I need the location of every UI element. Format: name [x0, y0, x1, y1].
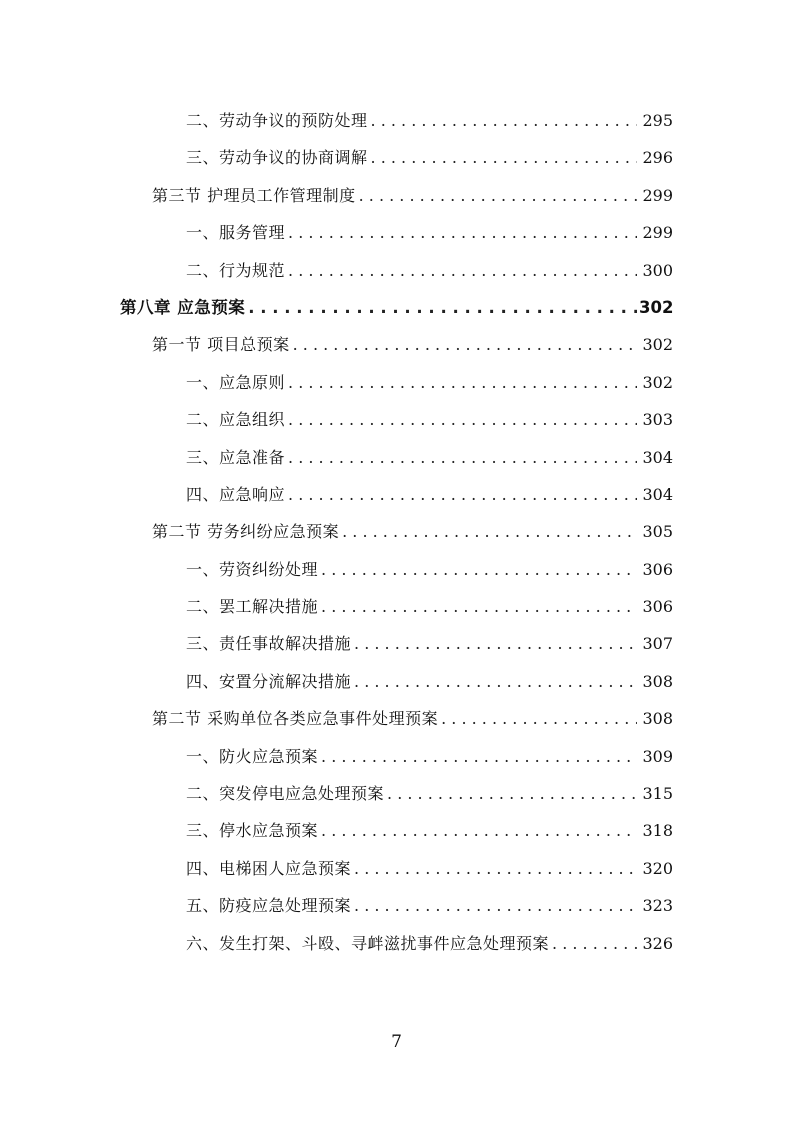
toc-entry-label: 二、罢工解决措施 — [186, 597, 319, 617]
toc-dot-leader — [321, 738, 637, 775]
toc-entry-page-number: 305 — [642, 522, 673, 542]
toc-entry-label: 四、安置分流解决措施 — [186, 671, 352, 691]
toc-entry-page-number: 315 — [642, 784, 673, 804]
toc-entry-page-number: 304 — [642, 447, 673, 467]
toc-entry-label: 一、服务管理 — [186, 223, 286, 243]
toc-subsection-entry[interactable] — [0, 588, 793, 625]
toc-dot-leader — [321, 588, 637, 625]
toc-dot-leader — [371, 139, 637, 176]
toc-entry-label: 第一节 项目总预案 — [152, 335, 290, 355]
toc-entry-label: 一、劳资纠纷处理 — [186, 559, 319, 579]
toc-subsection-entry[interactable] — [0, 925, 793, 962]
toc-entry-label: 一、应急原则 — [186, 372, 286, 392]
toc-section-entry[interactable] — [0, 700, 793, 737]
toc-subsection-entry[interactable] — [0, 364, 793, 401]
toc-dot-leader — [293, 326, 637, 363]
toc-entry-label: 二、应急组织 — [186, 410, 286, 430]
toc-subsection-entry[interactable] — [0, 850, 793, 887]
toc-dot-leader — [371, 102, 637, 139]
toc-entry-page-number: 306 — [642, 559, 673, 579]
toc-entry-page-number: 308 — [642, 709, 673, 729]
toc-entry-page-number: 323 — [642, 896, 673, 916]
toc-entry-page-number: 295 — [642, 111, 673, 130]
toc-subsection-entry[interactable] — [0, 439, 793, 476]
toc-entry-label: 四、电梯困人应急预案 — [186, 858, 352, 878]
toc-entry-page-number: 300 — [642, 260, 673, 280]
toc-entry-label: 第二节 劳务纠纷应急预案 — [152, 522, 340, 542]
toc-subsection-entry[interactable] — [0, 214, 793, 251]
toc-entry-label: 三、劳动争议的协商调解 — [186, 148, 368, 168]
toc-dot-leader — [387, 775, 637, 812]
toc-dot-leader — [441, 700, 637, 737]
toc-entry-label: 第八章 应急预案 — [120, 297, 246, 317]
toc-entry-page-number: 302 — [642, 335, 673, 355]
toc-subsection-entry[interactable] — [0, 252, 793, 289]
toc-entry-page-number: 302 — [642, 372, 673, 392]
toc-entry-page-number: 309 — [642, 746, 673, 766]
toc-subsection-entry[interactable] — [0, 551, 793, 588]
toc-subsection-entry[interactable] — [0, 738, 793, 775]
toc-dot-leader — [552, 925, 637, 962]
toc-entry-page-number: 299 — [642, 223, 673, 243]
toc-dot-leader — [248, 289, 637, 326]
toc-entry-page-number: 304 — [642, 484, 673, 504]
toc-subsection-entry[interactable] — [0, 476, 793, 513]
toc-subsection-entry[interactable] — [0, 139, 793, 176]
toc-subsection-entry[interactable] — [0, 401, 793, 438]
table-of-contents — [0, 102, 793, 962]
toc-dot-leader — [321, 812, 637, 849]
toc-entry-label: 二、劳动争议的预防处理 — [186, 111, 368, 130]
toc-entry-label: 六、发生打架、斗殴、寻衅滋扰事件应急处理预案 — [186, 933, 550, 953]
toc-dot-leader — [354, 887, 637, 924]
page-number: 7 — [391, 1032, 402, 1052]
toc-entry-page-number: 306 — [642, 597, 673, 617]
toc-dot-leader — [288, 252, 637, 289]
toc-entry-page-number: 307 — [642, 634, 673, 654]
toc-entry-page-number: 303 — [642, 410, 673, 430]
toc-dot-leader — [354, 850, 637, 887]
toc-section-entry[interactable] — [0, 326, 793, 363]
toc-section-entry[interactable] — [0, 513, 793, 550]
toc-subsection-entry[interactable] — [0, 625, 793, 662]
toc-chapter-entry[interactable] — [0, 289, 793, 326]
toc-entry-label: 三、应急准备 — [186, 447, 286, 467]
toc-dot-leader — [288, 214, 637, 251]
toc-subsection-entry[interactable] — [0, 102, 793, 139]
toc-entry-label: 五、防疫应急处理预案 — [186, 896, 352, 916]
toc-entry-page-number: 308 — [642, 671, 673, 691]
toc-subsection-entry[interactable] — [0, 663, 793, 700]
toc-entry-label: 二、行为规范 — [186, 260, 286, 280]
toc-entry-page-number: 320 — [642, 858, 673, 878]
toc-dot-leader — [354, 625, 637, 662]
toc-dot-leader — [288, 401, 637, 438]
toc-entry-label: 第二节 采购单位各类应急事件处理预案 — [152, 709, 439, 729]
toc-entry-label: 三、责任事故解决措施 — [186, 634, 352, 654]
toc-entry-page-number: 326 — [642, 933, 673, 953]
toc-dot-leader — [288, 439, 637, 476]
toc-dot-leader — [359, 177, 637, 214]
toc-entry-label: 一、防火应急预案 — [186, 746, 319, 766]
toc-entry-label: 第三节 护理员工作管理制度 — [152, 185, 356, 205]
toc-entry-label: 三、停水应急预案 — [186, 821, 319, 841]
toc-entry-page-number: 296 — [642, 148, 673, 168]
toc-entry-label: 二、突发停电应急处理预案 — [186, 784, 385, 804]
toc-entry-label: 四、应急响应 — [186, 484, 286, 504]
toc-dot-leader — [354, 663, 637, 700]
toc-subsection-entry[interactable] — [0, 775, 793, 812]
toc-dot-leader — [288, 476, 637, 513]
toc-dot-leader — [342, 513, 637, 550]
toc-dot-leader — [288, 364, 637, 401]
toc-subsection-entry[interactable] — [0, 887, 793, 924]
toc-entry-page-number: 318 — [642, 821, 673, 841]
toc-entry-page-number: 302 — [639, 297, 674, 317]
toc-subsection-entry[interactable] — [0, 812, 793, 849]
toc-dot-leader — [321, 551, 637, 588]
toc-entry-page-number: 299 — [642, 185, 673, 205]
toc-section-entry[interactable] — [0, 177, 793, 214]
